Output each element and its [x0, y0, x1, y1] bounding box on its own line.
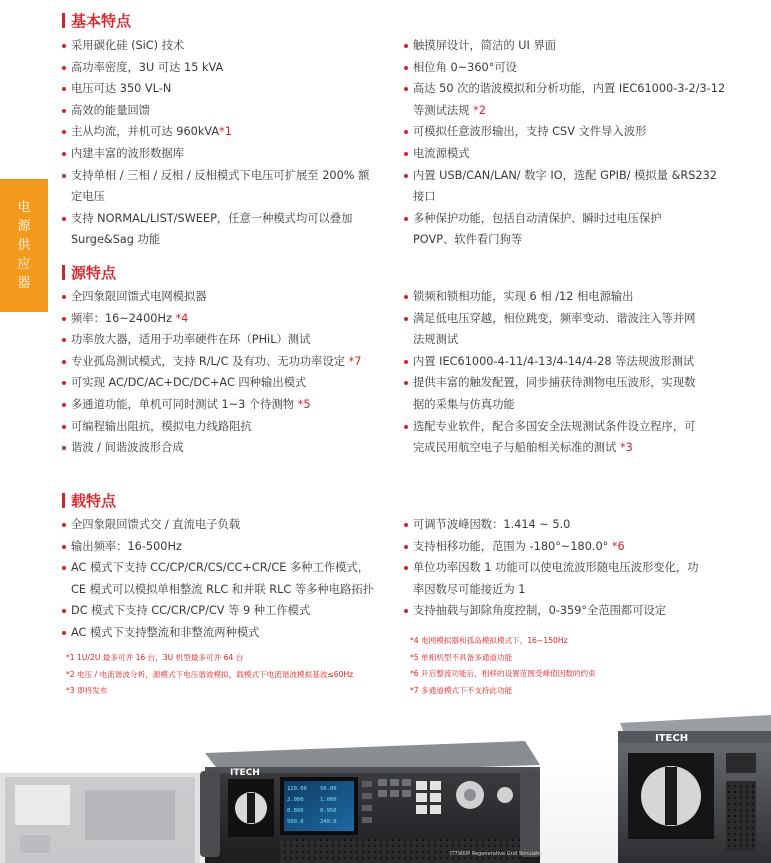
footnote: *6 开启整流功能后，相移的设置范围受峰值因数的约束 — [410, 669, 596, 679]
list-item-text: 单位功率因数 1 功能可以使电流波形随电压波形变化，功 — [413, 561, 699, 575]
product-illustration — [0, 705, 771, 863]
list-item — [62, 121, 392, 143]
list-item-text-continued: 据的采集与仿真功能 — [413, 397, 515, 411]
list-item — [404, 165, 722, 208]
list-item-text-continued: Surge&Sag 功能 — [71, 233, 161, 247]
side-tab-char: 电 — [17, 200, 31, 215]
svg-text:0.950: 0.950 — [320, 808, 337, 814]
list-item-text-continued: POVP、软件看门狗等 — [413, 233, 523, 247]
list-item — [62, 514, 402, 536]
footnote: *7 多通道模式下不支持此功能 — [410, 685, 513, 695]
list-item-text: 专业孤岛测试模式，支持 R/L/C 及有功、无功功率设定 — [71, 354, 349, 368]
svg-text:500.0: 500.0 — [287, 819, 304, 825]
list-item-text: 频率：16~2400Hz — [71, 311, 176, 325]
basic-right-list — [404, 35, 726, 251]
list-item-text: DC 模式下支持 CC/CR/CP/CV 等 9 种工作模式 — [71, 604, 311, 618]
list-item — [62, 78, 392, 100]
list-item — [404, 57, 722, 79]
side-tab-char: 供 — [17, 238, 31, 253]
footnote-mark: *3 — [619, 441, 633, 455]
list-item-text-continued: 法规测试 — [413, 333, 459, 347]
list-item — [62, 35, 392, 57]
section-bar — [62, 13, 65, 28]
list-item — [62, 622, 402, 644]
list-item — [62, 557, 402, 600]
section-bar — [62, 265, 65, 280]
footnote: *3 即将发布 — [66, 686, 108, 696]
list-item — [62, 308, 392, 330]
list-item — [404, 351, 722, 373]
list-item — [404, 208, 722, 251]
brand-logo-text-right: ITECH — [655, 733, 689, 744]
list-item-text: 可实现 AC/DC/AC+DC/DC+AC 四种输出模式 — [71, 376, 307, 390]
list-item-text: 满足低电压穿越，相位跳变，频率变动、谐波注入等并网 — [413, 311, 696, 325]
list-item-text: 内置 USB/CAN/LAN/ 数字 IO，选配 GPIB/ 模拟量 &RS232 — [413, 168, 717, 182]
list-item — [62, 600, 402, 622]
basic-left-list — [62, 35, 392, 251]
list-item-text: 功率放大器，适用于功率硬件在环（PHiL）测试 — [71, 333, 311, 347]
list-item-text: 内建丰富的波形数据库 — [71, 146, 184, 160]
list-item-text: 多种保护功能，包括自动清保护、瞬时过电压保护 — [413, 211, 662, 225]
list-item-text-continued: CE 模式可以模拟单相整流 RLC 和并联 RLC 等多种电路拓扑 — [71, 582, 374, 596]
list-item-text: 相位角 0~360°可设 — [413, 60, 517, 74]
svg-text:120.00: 120.00 — [287, 786, 307, 792]
list-item — [404, 514, 722, 536]
svg-text:0.800: 0.800 — [287, 808, 304, 814]
section-title-text: 源特点 — [71, 263, 117, 282]
list-item — [62, 165, 392, 208]
list-item — [404, 557, 722, 600]
svg-text:240.0: 240.0 — [320, 819, 337, 825]
footnote-mark: *5 — [297, 397, 311, 411]
footnote-mark: *6 — [611, 539, 625, 553]
side-tab-power-supply — [0, 179, 48, 312]
list-item-text: AC 模式下支持整流和非整流两种模式 — [71, 625, 260, 639]
list-item-text: 输出频率：16-500Hz — [71, 539, 182, 553]
list-item — [404, 308, 722, 351]
list-item-text-continued: 等测试法规 — [413, 103, 474, 117]
footnotes-left — [66, 650, 353, 700]
list-item-text: 支持相移功能，范围为 -180°~180.0° — [413, 539, 612, 553]
load-left-list — [62, 514, 402, 644]
list-item-text: 全四象限回馈式交 / 直流电子负载 — [71, 518, 241, 531]
side-tab-char: 应 — [17, 257, 31, 272]
footnote-mark: *7 — [348, 354, 362, 368]
list-item — [62, 351, 392, 373]
front-label-text: IT7900P Regenerative Grid Simulator — [450, 851, 543, 857]
list-item — [62, 416, 392, 438]
section-title-text: 载特点 — [71, 491, 117, 510]
list-item-text: 电压可达 350 VL-N — [71, 82, 172, 96]
list-item — [62, 372, 392, 394]
list-item-text: 可调节波峰因数：1.414 ~ 5.0 — [413, 518, 571, 531]
list-item — [404, 143, 722, 165]
list-item-text-continued: 定电压 — [71, 190, 105, 204]
list-item — [404, 600, 722, 622]
footnote-mark: *1 — [219, 125, 232, 139]
list-item-text: 谐波 / 间谐波波形合成 — [71, 441, 184, 455]
footnote: *5 单相机型不具备多通道功能 — [410, 652, 513, 662]
list-item-text: 多通道功能，单机可同时测试 1~3 个待测物 — [71, 397, 298, 411]
list-item-text: 选配专业软件，配合多国安全法规测试条件设立程序，可 — [413, 419, 696, 433]
list-item — [62, 143, 392, 165]
right-unit — [618, 715, 771, 863]
list-item — [62, 100, 392, 122]
list-item-text: 提供丰富的触发配置，同步捕获待测物电压波形，实现数 — [413, 376, 696, 390]
list-item — [62, 286, 392, 308]
footnotes-right — [410, 633, 596, 699]
section-title-text: 基本特点 — [71, 11, 132, 30]
svg-text:2.000: 2.000 — [287, 797, 304, 803]
list-item — [62, 208, 392, 251]
list-item-text-continued: 率因数尽可能接近为 1 — [413, 582, 526, 596]
list-item — [62, 329, 392, 351]
product-photo — [0, 705, 771, 863]
list-item-text: 可模拟任意波形输出，支持 CSV 文件导入波形 — [413, 125, 647, 139]
svg-text:50.00: 50.00 — [320, 786, 337, 792]
load-right-list — [404, 514, 722, 622]
list-item — [404, 121, 722, 143]
list-item-text: AC 模式下支持 CC/CP/CR/CS/CC+CR/CE 多种工作模式， — [71, 561, 370, 575]
main-unit — [200, 741, 544, 863]
list-item-text: 触摸屏设计，简洁的 UI 界面 — [413, 39, 557, 52]
list-item-text: 主从均流，并机可达 960kVA — [71, 125, 220, 139]
list-item-text-continued: 完成民用航空电子与船舶相关标准的测试 — [413, 441, 620, 455]
footnote: *1 1U/2U 最多可并 16 台，3U 机型最多可并 64 台 — [66, 653, 244, 662]
list-item — [404, 78, 726, 121]
list-item-text: 全四象限回馈式电网模拟器 — [71, 290, 207, 303]
footnote-mark: *4 — [175, 311, 189, 325]
list-item — [404, 536, 722, 558]
list-item — [404, 35, 722, 57]
list-item — [404, 416, 722, 459]
list-item-text: 锁频和锁相功能，实现 6 相 /12 相电源输出 — [413, 290, 634, 303]
side-tab-char: 源 — [17, 219, 31, 234]
source-left-list — [62, 286, 392, 459]
list-item-text: 高效的能量回馈 — [71, 103, 151, 117]
footnote: *4 电网模拟器和孤岛模拟模式下，16~150Hz — [410, 636, 568, 645]
list-item — [62, 57, 392, 79]
list-item — [62, 394, 392, 416]
source-right-list — [404, 286, 722, 459]
list-item-text: 支持单相 / 三相 / 反相 / 反相模式下电压可扩展至 200% 额 — [71, 168, 370, 182]
list-item-text: 可编程输出阻抗，模拟电力线路阻抗 — [71, 419, 252, 433]
list-item-text: 电流源模式 — [413, 146, 470, 160]
list-item-text-continued: 接口 — [413, 190, 436, 204]
side-tab-char: 器 — [17, 276, 31, 291]
left-unit — [0, 773, 200, 863]
list-item-text: 高达 50 次的谐波模拟和分析功能，内置 IEC61000-3-2/3-12 — [413, 82, 726, 96]
list-item-text: 内置 IEC61000-4-11/4-13/4-14/4-28 等法规波形测试 — [413, 354, 695, 368]
list-item — [62, 437, 392, 459]
brand-logo-text: ITECH — [230, 768, 260, 778]
list-item — [62, 536, 402, 558]
list-item-text: 支持 NORMAL/LIST/SWEEP，任意一种模式均可以叠加 — [71, 211, 353, 225]
footnote: *2 电压 / 电流谐波分析，源模式下电压谐波模拟，载模式下电流谐波模拟基波≤60Hz — [66, 669, 354, 679]
list-item-text: 支持抽载与卸除角度控制，0-359°全范围都可设定 — [413, 604, 667, 618]
footnote-mark: *2 — [473, 103, 486, 117]
section-title-source — [62, 262, 116, 282]
list-item — [404, 372, 722, 415]
section-title-basic — [62, 10, 131, 30]
list-item-text: 采用碳化硅 (SiC) 技术 — [71, 39, 185, 52]
list-item-text: 高功率密度，3U 可达 15 kVA — [71, 60, 224, 74]
svg-text:1.000: 1.000 — [320, 797, 337, 803]
list-item — [404, 286, 722, 308]
section-bar — [62, 493, 65, 508]
section-title-load — [62, 490, 116, 510]
